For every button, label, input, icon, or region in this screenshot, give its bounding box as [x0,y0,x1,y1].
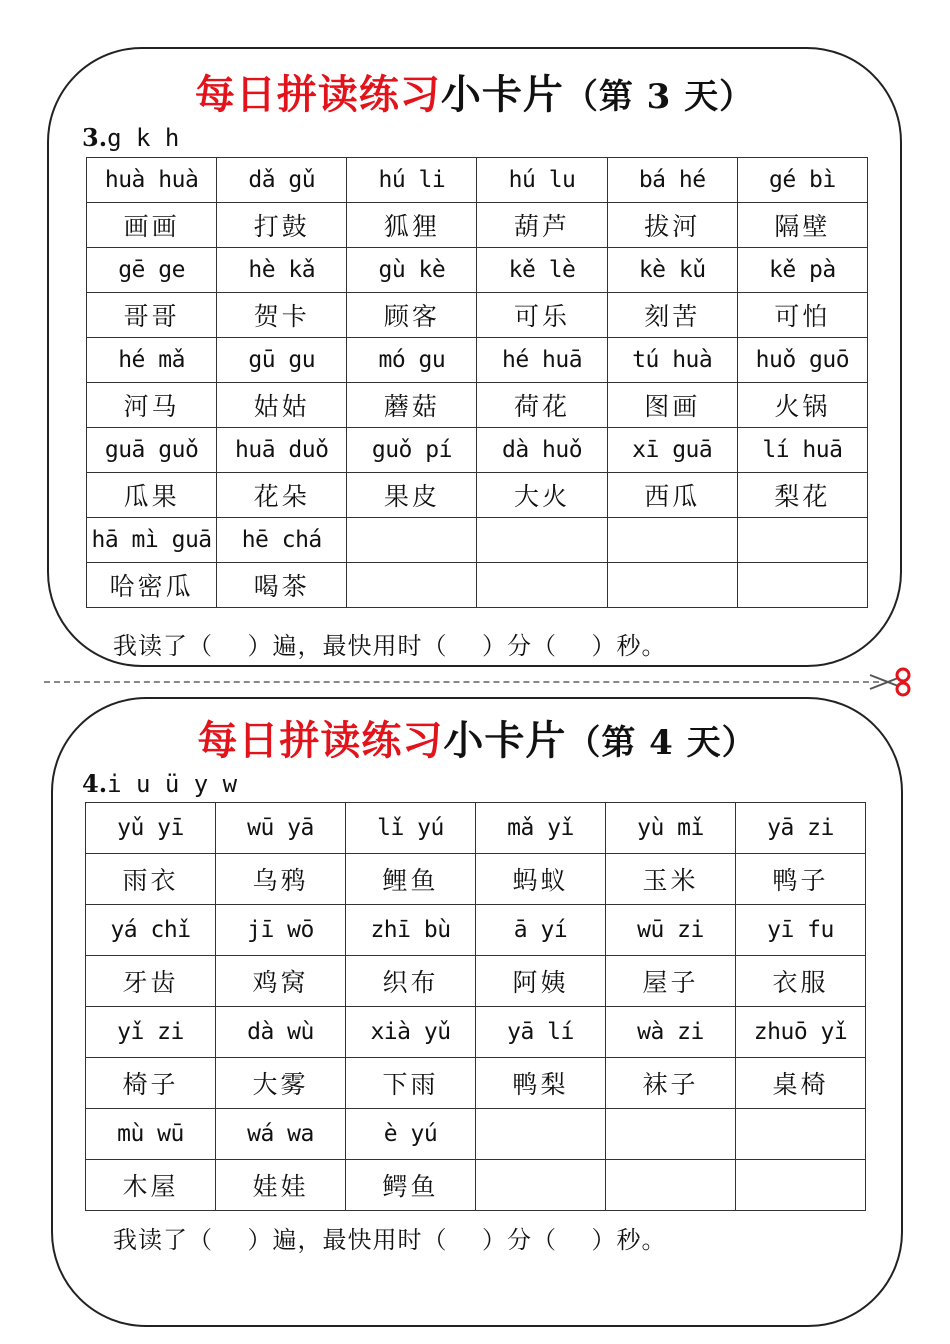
section-letters: g k h [107,124,180,152]
hanzi-cell: 西瓜 [607,473,737,518]
hanzi-cell: 拔河 [607,203,737,248]
pinyin-row [87,518,868,563]
hanzi-cell: 喝茶 [217,563,347,608]
pinyin-cell: dà wù [216,1007,346,1058]
pinyin-cell: yá chǐ [86,905,216,956]
hanzi-row [86,854,866,905]
pinyin-cell: yī fu [736,905,866,956]
practice-card-day-4 [51,697,903,1327]
hanzi-cell: 阿姨 [476,956,606,1007]
pinyin-cell: dǎ gǔ [217,158,347,203]
pinyin-cell: yā zi [736,803,866,854]
hanzi-cell: 下雨 [346,1058,476,1109]
hanzi-cell: 鳄鱼 [346,1160,476,1211]
pinyin-cell: gù kè [347,248,477,293]
hanzi-cell: 果皮 [347,473,477,518]
pinyin-cell: lí huā [737,428,867,473]
pinyin-cell [607,518,737,563]
pinyin-cell [476,1109,606,1160]
hanzi-row [86,1160,866,1211]
day-label: （第 4 天） [566,723,757,763]
pinyin-cell: xī guā [607,428,737,473]
pinyin-cell: kè kǔ [607,248,737,293]
hanzi-cell: 图画 [607,383,737,428]
pinyin-cell: huā duǒ [217,428,347,473]
pinyin-cell: zhī bù [346,905,476,956]
hanzi-cell [347,563,477,608]
title-black-part: 小卡片 [440,71,564,118]
reading-grid [86,157,868,608]
pinyin-cell: ā yí [476,905,606,956]
hanzi-cell: 蘑菇 [347,383,477,428]
hanzi-cell: 姑姑 [217,383,347,428]
hanzi-cell: 荷花 [477,383,607,428]
pinyin-cell: gū gu [217,338,347,383]
hanzi-cell: 椅子 [86,1058,216,1109]
pinyin-cell: hā mì guā [87,518,217,563]
hanzi-row [87,293,868,338]
pinyin-cell: gé bì [737,158,867,203]
pinyin-cell: hé huā [477,338,607,383]
hanzi-cell: 花朵 [217,473,347,518]
hanzi-cell: 鲤鱼 [346,854,476,905]
hanzi-cell: 衣服 [736,956,866,1007]
pinyin-cell: mǎ yǐ [476,803,606,854]
hanzi-cell: 梨花 [737,473,867,518]
pinyin-cell [477,518,607,563]
day-label: （第 3 天） [563,77,755,117]
pinyin-cell: hú lu [477,158,607,203]
pinyin-cell: yǔ yī [86,803,216,854]
hanzi-cell [607,563,737,608]
hanzi-cell: 哈密瓜 [87,563,217,608]
hanzi-row [87,383,868,428]
hanzi-row [86,1058,866,1109]
hanzi-cell: 牙齿 [86,956,216,1007]
title-red-part: 每日拼读练习 [194,71,441,118]
hanzi-cell: 贺卡 [217,293,347,338]
pinyin-cell: wà zi [606,1007,736,1058]
hanzi-cell: 火锅 [737,383,867,428]
hanzi-cell: 瓜果 [87,473,217,518]
hanzi-cell: 桌椅 [736,1058,866,1109]
hanzi-cell: 屋子 [606,956,736,1007]
pinyin-cell: mù wū [86,1109,216,1160]
pinyin-cell: bá hé [607,158,737,203]
hanzi-cell [606,1160,736,1211]
hanzi-cell: 织布 [346,956,476,1007]
pinyin-row [87,428,868,473]
hanzi-cell: 鸭梨 [476,1058,606,1109]
pinyin-cell: huǒ guō [737,338,867,383]
hanzi-cell: 葫芦 [477,203,607,248]
pinyin-cell: wū yā [216,803,346,854]
reading-grid [85,802,866,1211]
pinyin-row [87,158,868,203]
pinyin-cell [736,1109,866,1160]
hanzi-row [87,473,868,518]
pinyin-cell: lǐ yú [346,803,476,854]
pinyin-row [86,803,866,854]
hanzi-cell: 蚂蚁 [476,854,606,905]
pinyin-row [87,338,868,383]
hanzi-row [86,956,866,1007]
pinyin-row [86,1109,866,1160]
pinyin-cell: kě lè [477,248,607,293]
hanzi-cell: 隔壁 [737,203,867,248]
pinyin-cell: dà huǒ [477,428,607,473]
pinyin-row [86,905,866,956]
hanzi-cell: 画画 [87,203,217,248]
pinyin-cell [347,518,477,563]
title-red-part: 每日拼读练习 [197,717,444,764]
pinyin-cell: guǒ pí [347,428,477,473]
section-letters: i u ü y w [107,770,238,798]
section-heading [82,123,179,152]
cut-line [44,681,879,683]
pinyin-cell: jī wō [216,905,346,956]
pinyin-cell: hè kǎ [217,248,347,293]
hanzi-cell: 哥哥 [87,293,217,338]
pinyin-cell [606,1109,736,1160]
pinyin-cell: huà huà [87,158,217,203]
hanzi-cell: 大火 [477,473,607,518]
title-black-part: 小卡片 [443,717,567,764]
hanzi-row [87,203,868,248]
pinyin-cell: yù mǐ [606,803,736,854]
hanzi-cell: 狐狸 [347,203,477,248]
hanzi-cell: 顾客 [347,293,477,338]
pinyin-row [87,248,868,293]
hanzi-cell: 木屋 [86,1160,216,1211]
section-heading [82,769,237,798]
pinyin-cell: wū zi [606,905,736,956]
pinyin-cell: gē ge [87,248,217,293]
hanzi-cell: 玉米 [606,854,736,905]
hanzi-cell [736,1160,866,1211]
pinyin-cell: zhuō yǐ [736,1007,866,1058]
hanzi-cell [477,563,607,608]
hanzi-cell: 可怕 [737,293,867,338]
pinyin-cell: hú li [347,158,477,203]
card-title [49,63,900,120]
hanzi-cell [476,1160,606,1211]
hanzi-cell: 河马 [87,383,217,428]
card-title [53,709,901,766]
pinyin-cell: hé mǎ [87,338,217,383]
pinyin-cell: è yú [346,1109,476,1160]
hanzi-cell: 袜子 [606,1058,736,1109]
pinyin-cell [737,518,867,563]
pinyin-cell: hē chá [217,518,347,563]
hanzi-cell: 娃娃 [216,1160,346,1211]
pinyin-cell: mó gu [347,338,477,383]
pinyin-cell: guā guǒ [87,428,217,473]
hanzi-cell: 大雾 [216,1058,346,1109]
hanzi-cell [737,563,867,608]
scissors-icon [868,666,912,698]
pinyin-row [86,1007,866,1058]
hanzi-cell: 雨衣 [86,854,216,905]
practice-card-day-3 [47,47,902,667]
hanzi-cell: 鸡窝 [216,956,346,1007]
hanzi-cell: 乌鸦 [216,854,346,905]
pinyin-cell: xià yǔ [346,1007,476,1058]
pinyin-cell: yǐ zi [86,1007,216,1058]
reading-record-footer: 我读了（ ）遍，最快用时（ ）分（ ）秒。 [113,1226,667,1254]
hanzi-cell: 鸭子 [736,854,866,905]
pinyin-cell: tú huà [607,338,737,383]
reading-record-footer: 我读了（ ）遍，最快用时（ ）分（ ）秒。 [113,632,667,660]
section-number: 4. [82,769,108,798]
pinyin-cell: kě pà [737,248,867,293]
hanzi-cell: 打鼓 [217,203,347,248]
pinyin-cell: wá wa [216,1109,346,1160]
hanzi-row [87,563,868,608]
section-number: 3. [82,123,108,152]
hanzi-cell: 可乐 [477,293,607,338]
hanzi-cell: 刻苦 [607,293,737,338]
pinyin-cell: yā lí [476,1007,606,1058]
